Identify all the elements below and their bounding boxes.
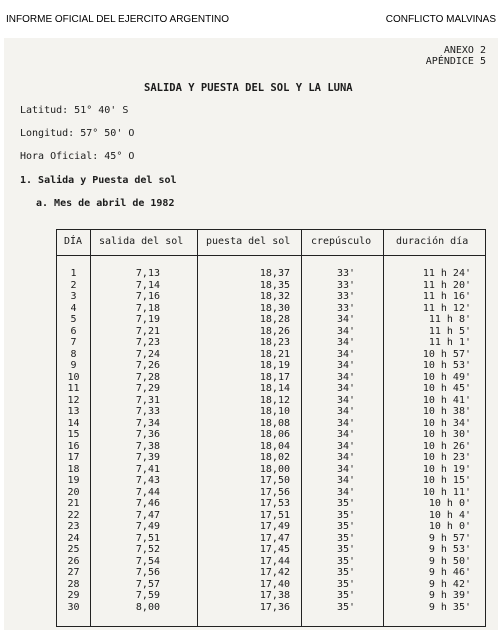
official-time-line: Hora Oficial: 45° O [20, 151, 135, 162]
cell-twilight: 35' [336, 567, 355, 578]
cell-twilight: 34' [336, 394, 355, 406]
cell-day-length: 10 h 19' [422, 463, 471, 475]
cell-day: 19 [67, 475, 80, 486]
cell-sunrise: 7,36 [135, 429, 160, 440]
table-row [57, 487, 485, 499]
cell-day: 26 [67, 555, 80, 567]
cell-sunset: 18,32 [259, 291, 290, 302]
cell-sunrise: 7,34 [135, 417, 160, 429]
cell-sunrise: 7,13 [135, 268, 160, 279]
cell-twilight: 35' [336, 544, 355, 555]
cell-sunset: 18,08 [259, 417, 290, 429]
cell-twilight: 34' [336, 371, 355, 383]
cell-sunset: 17,36 [259, 601, 290, 613]
cell-day-length: 10 h 49' [422, 371, 471, 383]
cell-sunset: 18,14 [259, 383, 290, 394]
column-header-twilight: crepúsculo [311, 236, 372, 247]
cell-twilight: 34' [336, 475, 355, 486]
annex-line-1: ANEXO 2 [443, 45, 486, 56]
longitude-line: Longitud: 57° 50' O [20, 128, 135, 139]
cell-sunset: 18,10 [259, 406, 290, 417]
cell-day: 1 [70, 268, 77, 279]
cell-sunrise: 7,26 [135, 360, 160, 371]
cell-twilight: 33' [336, 279, 355, 291]
cell-day: 11 [67, 383, 80, 394]
cell-day-length: 11 h 5' [428, 325, 471, 337]
table-row [57, 372, 485, 384]
cell-day: 15 [67, 429, 80, 440]
table-row [57, 406, 485, 418]
cell-sunset: 17,42 [259, 567, 290, 578]
cell-sunset: 18,02 [259, 452, 290, 463]
cell-day: 8 [70, 348, 77, 360]
cell-twilight: 34' [336, 314, 355, 325]
cell-day-length: 10 h 34' [422, 417, 471, 429]
table-row [57, 567, 485, 579]
cell-sunrise: 7,56 [135, 567, 160, 578]
annex-label [426, 45, 486, 67]
cell-sunrise: 7,44 [135, 486, 160, 498]
cell-sunset: 17,45 [259, 544, 290, 555]
cell-day: 2 [70, 279, 77, 291]
column-header-sunset: puesta del sol [206, 236, 291, 247]
cell-sunset: 17,53 [259, 498, 290, 509]
cell-day-length: 10 h 4' [428, 509, 471, 521]
cell-twilight: 34' [336, 360, 355, 371]
cell-twilight: 35' [336, 532, 355, 544]
cell-sunset: 17,40 [259, 578, 290, 590]
cell-sunset: 17,51 [259, 509, 290, 521]
cell-day-length: 10 h 23' [422, 452, 471, 463]
cell-sunset: 18,30 [259, 302, 290, 314]
cell-twilight: 33' [336, 268, 355, 279]
cell-twilight: 34' [336, 337, 355, 348]
sun-times-table [56, 229, 486, 627]
cell-day-length: 10 h 57' [422, 348, 471, 360]
cell-day-length: 9 h 53' [428, 544, 471, 555]
cell-day-length: 11 h 12' [422, 302, 471, 314]
cell-day: 22 [67, 509, 80, 521]
cell-twilight: 34' [336, 463, 355, 475]
cell-day-length: 9 h 42' [428, 578, 471, 590]
cell-sunset: 17,56 [259, 486, 290, 498]
cell-sunset: 17,49 [259, 521, 290, 532]
cell-twilight: 34' [336, 325, 355, 337]
cell-day-length: 9 h 57' [428, 532, 471, 544]
cell-sunrise: 7,59 [135, 590, 160, 601]
cell-sunrise: 7,47 [135, 509, 160, 521]
cell-day: 5 [70, 314, 77, 325]
cell-sunrise: 7,52 [135, 544, 160, 555]
cell-sunset: 18,23 [259, 337, 290, 348]
cell-sunrise: 7,21 [135, 325, 160, 337]
subsection-heading: a. Mes de abril de 1982 [36, 198, 175, 209]
cell-twilight: 35' [336, 590, 355, 601]
cell-twilight: 33' [336, 302, 355, 314]
cell-twilight: 35' [336, 509, 355, 521]
annex-line-2: APÉNDICE 5 [425, 56, 486, 67]
cell-day-length: 10 h 0' [428, 498, 471, 509]
document-title: SALIDA Y PUESTA DEL SOL Y LA LUNA [144, 82, 353, 94]
cell-day-length: 10 h 26' [422, 440, 471, 452]
table-row [57, 452, 485, 464]
cell-day-length: 9 h 35' [428, 601, 471, 613]
table-row [57, 291, 485, 303]
cell-sunrise: 7,23 [135, 337, 160, 348]
table-row [57, 360, 485, 372]
cell-day-length: 10 h 30' [422, 429, 471, 440]
cell-day-length: 10 h 41' [422, 394, 471, 406]
cell-sunrise: 7,16 [135, 291, 160, 302]
cell-sunset: 17,38 [259, 590, 290, 601]
table-header-rule [57, 255, 485, 256]
table-row [57, 544, 485, 556]
cell-twilight: 35' [336, 498, 355, 509]
cell-day-length: 10 h 53' [422, 360, 471, 371]
cell-day-length: 10 h 0' [428, 521, 471, 532]
cell-day: 29 [67, 590, 80, 601]
cell-day: 28 [67, 578, 80, 590]
table-row [57, 590, 485, 602]
table-row [57, 383, 485, 395]
cell-day-length: 10 h 11' [422, 486, 471, 498]
cell-twilight: 34' [336, 348, 355, 360]
table-row [57, 556, 485, 568]
cell-sunset: 17,44 [259, 555, 290, 567]
cell-day-length: 11 h 20' [422, 279, 471, 291]
cell-twilight: 34' [336, 383, 355, 394]
cell-sunset: 18,17 [259, 371, 290, 383]
cell-sunset: 18,19 [259, 360, 290, 371]
cell-sunrise: 7,54 [135, 555, 160, 567]
cell-sunrise: 7,41 [135, 463, 160, 475]
cell-day-length: 10 h 45' [422, 383, 471, 394]
table-row [57, 314, 485, 326]
table-row [57, 533, 485, 545]
cell-sunset: 17,50 [259, 475, 290, 486]
cell-sunrise: 7,49 [135, 521, 160, 532]
table-row [57, 280, 485, 292]
cell-sunset: 18,04 [259, 440, 290, 452]
section-heading: 1. Salida y Puesta del sol [20, 175, 177, 186]
cell-sunrise: 7,14 [135, 279, 160, 291]
cell-twilight: 34' [336, 429, 355, 440]
cell-day: 4 [70, 302, 77, 314]
cell-day-length: 10 h 15' [422, 475, 471, 486]
cell-sunset: 18,28 [259, 314, 290, 325]
cell-day: 21 [67, 498, 80, 509]
cell-sunrise: 7,29 [135, 383, 160, 394]
cell-day: 12 [67, 394, 80, 406]
cell-sunset: 18,06 [259, 429, 290, 440]
table-row [57, 395, 485, 407]
cell-sunrise: 7,51 [135, 532, 160, 544]
table-row [57, 429, 485, 441]
cell-sunrise: 8,00 [135, 601, 160, 613]
cell-twilight: 34' [336, 406, 355, 417]
cell-day-length: 10 h 38' [422, 406, 471, 417]
cell-day: 20 [67, 486, 80, 498]
table-row [57, 602, 485, 614]
cell-sunrise: 7,33 [135, 406, 160, 417]
cell-day-length: 11 h 1' [428, 337, 471, 348]
table-row [57, 337, 485, 349]
column-header-sunrise: salida del sol [99, 236, 184, 247]
cell-day-length: 9 h 46' [428, 567, 471, 578]
cell-twilight: 34' [336, 417, 355, 429]
table-row [57, 268, 485, 280]
cell-sunrise: 7,43 [135, 475, 160, 486]
table-row [57, 475, 485, 487]
cell-day: 10 [67, 371, 80, 383]
report-header-right: CONFLICTO MALVINAS [385, 14, 496, 25]
scanned-page [4, 38, 498, 630]
cell-day-length: 9 h 39' [428, 590, 471, 601]
cell-twilight: 34' [336, 486, 355, 498]
cell-day: 17 [67, 452, 80, 463]
table-row [57, 418, 485, 430]
table-row [57, 579, 485, 591]
cell-sunrise: 7,19 [135, 314, 160, 325]
cell-day: 24 [67, 532, 80, 544]
table-row [57, 349, 485, 361]
cell-day: 18 [67, 463, 80, 475]
cell-twilight: 34' [336, 452, 355, 463]
cell-sunrise: 7,46 [135, 498, 160, 509]
table-row [57, 303, 485, 315]
column-header-day-length: duración día [396, 236, 469, 247]
cell-sunrise: 7,31 [135, 394, 160, 406]
cell-day: 3 [70, 291, 77, 302]
cell-day: 27 [67, 567, 80, 578]
cell-day-length: 11 h 24' [422, 268, 471, 279]
cell-day: 7 [70, 337, 77, 348]
cell-sunset: 18,12 [259, 394, 290, 406]
cell-day: 16 [67, 440, 80, 452]
cell-sunrise: 7,57 [135, 578, 160, 590]
cell-twilight: 35' [336, 555, 355, 567]
cell-day: 23 [67, 521, 80, 532]
table-row [57, 510, 485, 522]
cell-twilight: 34' [336, 440, 355, 452]
cell-day-length: 11 h 16' [422, 291, 471, 302]
cell-day: 14 [67, 417, 80, 429]
cell-day: 6 [70, 325, 77, 337]
cell-sunrise: 7,28 [135, 371, 160, 383]
cell-sunrise: 7,39 [135, 452, 160, 463]
table-row [57, 521, 485, 533]
report-header-left: INFORME OFICIAL DEL EJERCITO ARGENTINO [6, 14, 229, 25]
table-row [57, 441, 485, 453]
cell-sunset: 18,37 [259, 268, 290, 279]
cell-day: 30 [67, 601, 80, 613]
cell-day-length: 9 h 50' [428, 555, 471, 567]
cell-twilight: 35' [336, 601, 355, 613]
cell-day: 13 [67, 406, 80, 417]
cell-sunrise: 7,24 [135, 348, 160, 360]
table-row [57, 326, 485, 338]
cell-sunset: 18,26 [259, 325, 290, 337]
table-body [57, 268, 485, 613]
cell-twilight: 35' [336, 578, 355, 590]
cell-twilight: 33' [336, 291, 355, 302]
cell-sunset: 18,35 [259, 279, 290, 291]
column-header-dia: DÍA [64, 236, 83, 247]
cell-sunrise: 7,18 [135, 302, 160, 314]
table-row [57, 464, 485, 476]
cell-twilight: 35' [336, 521, 355, 532]
cell-sunset: 17,47 [259, 532, 290, 544]
cell-sunset: 18,00 [259, 463, 290, 475]
cell-day: 25 [67, 544, 80, 555]
latitude-line: Latitud: 51° 40' S [20, 105, 129, 116]
table-row [57, 498, 485, 510]
cell-sunrise: 7,38 [135, 440, 160, 452]
cell-sunset: 18,21 [259, 348, 290, 360]
cell-day-length: 11 h 8' [428, 314, 471, 325]
cell-day: 9 [70, 360, 77, 371]
